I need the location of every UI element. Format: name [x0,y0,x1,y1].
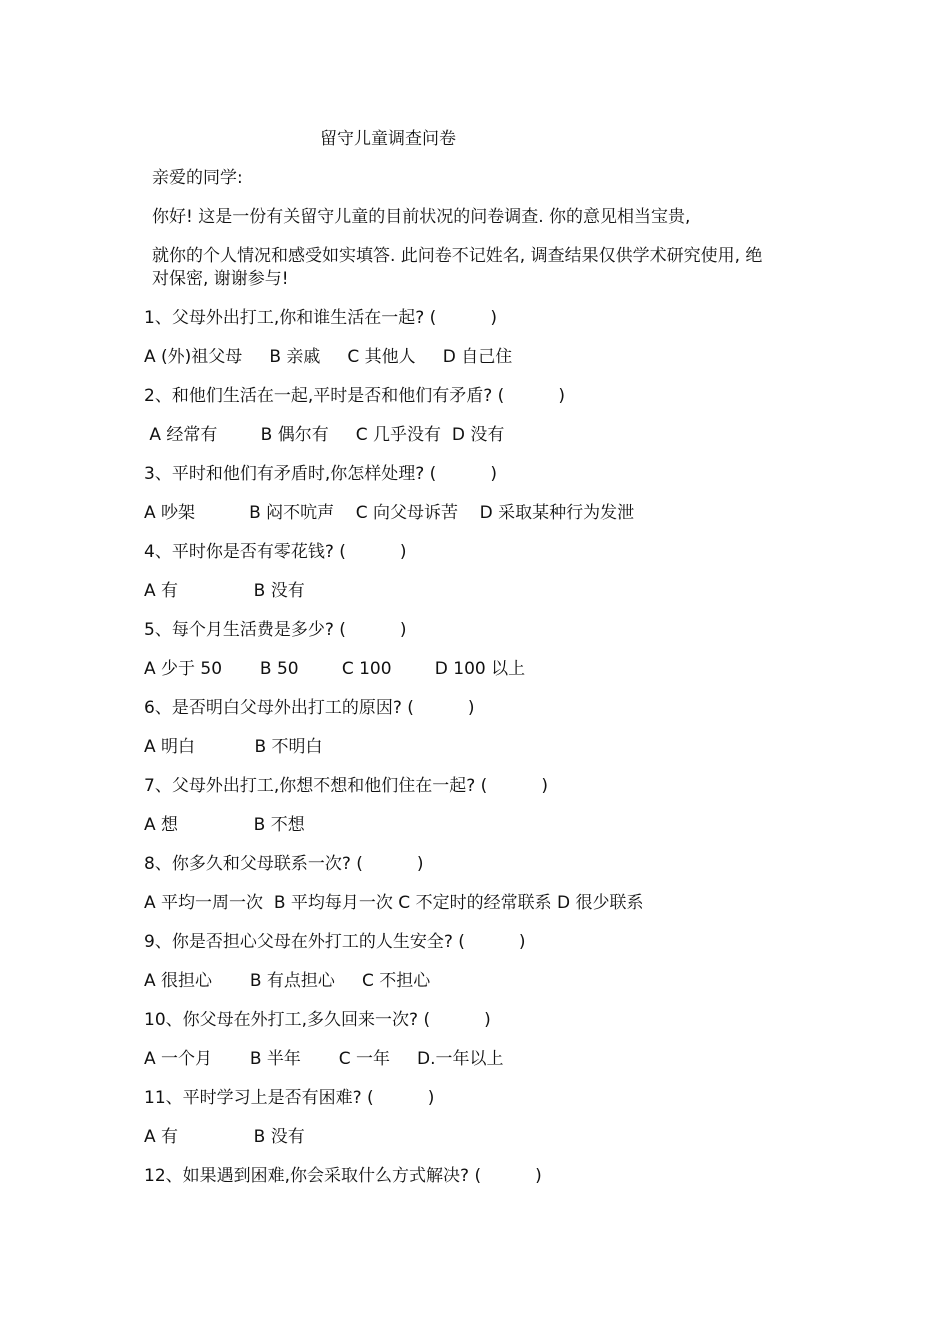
greeting: 亲爱的同学: [152,168,243,188]
question-9: 9、你是否担心父母在外打工的人生安全? ( ) [144,932,526,952]
question-2: 2、和他们生活在一起,平时是否和他们有矛盾? ( ) [144,386,565,406]
answer-options-7: A 想 B 不想 [144,815,305,835]
answer-options-6: A 明白 B 不明白 [144,737,323,757]
answer-options-2: A 经常有 B 偶尔有 C 几乎没有 D 没有 [144,425,505,445]
question-7: 7、父母外出打工,你想不想和他们住在一起? ( ) [144,776,548,796]
intro-line-2a: 就你的个人情况和感受如实填答. 此问卷不记姓名, 调查结果仅供学术研究使用, 绝 [152,246,763,266]
question-12: 12、如果遇到困难,你会采取什么方式解决? ( ) [144,1166,542,1186]
question-5: 5、每个月生活费是多少? ( ) [144,620,407,640]
intro-line-2b: 对保密, 谢谢参与! [152,269,289,289]
answer-options-4: A 有 B 没有 [144,581,305,601]
question-11: 11、平时学习上是否有困难? ( ) [144,1088,435,1108]
question-1: 1、父母外出打工,你和谁生活在一起? ( ) [144,308,497,328]
answer-options-9: A 很担心 B 有点担心 C 不担心 [144,971,431,991]
answer-options-1: A (外)祖父母 B 亲戚 C 其他人 D 自己住 [144,347,513,367]
question-3: 3、平时和他们有矛盾时,你怎样处理? ( ) [144,464,497,484]
question-4: 4、平时你是否有零花钱? ( ) [144,542,407,562]
answer-options-11: A 有 B 没有 [144,1127,305,1147]
answer-options-10: A 一个月 B 半年 C 一年 D.一年以上 [144,1049,504,1069]
question-10: 10、你父母在外打工,多久回来一次? ( ) [144,1010,491,1030]
answer-options-3: A 吵架 B 闷不吭声 C 向父母诉苦 D 采取某种行为发泄 [144,503,635,523]
answer-options-8: A 平均一周一次 B 平均每月一次 C 不定时的经常联系 D 很少联系 [144,893,644,913]
question-6: 6、是否明白父母外出打工的原因? ( ) [144,698,475,718]
intro-line-1: 你好! 这是一份有关留守儿童的目前状况的问卷调查. 你的意见相当宝贵, [152,207,691,227]
answer-options-5: A 少于 50 B 50 C 100 D 100 以上 [144,659,526,679]
page-title: 留守儿童调查问卷 [320,129,456,149]
question-8: 8、你多久和父母联系一次? ( ) [144,854,424,874]
